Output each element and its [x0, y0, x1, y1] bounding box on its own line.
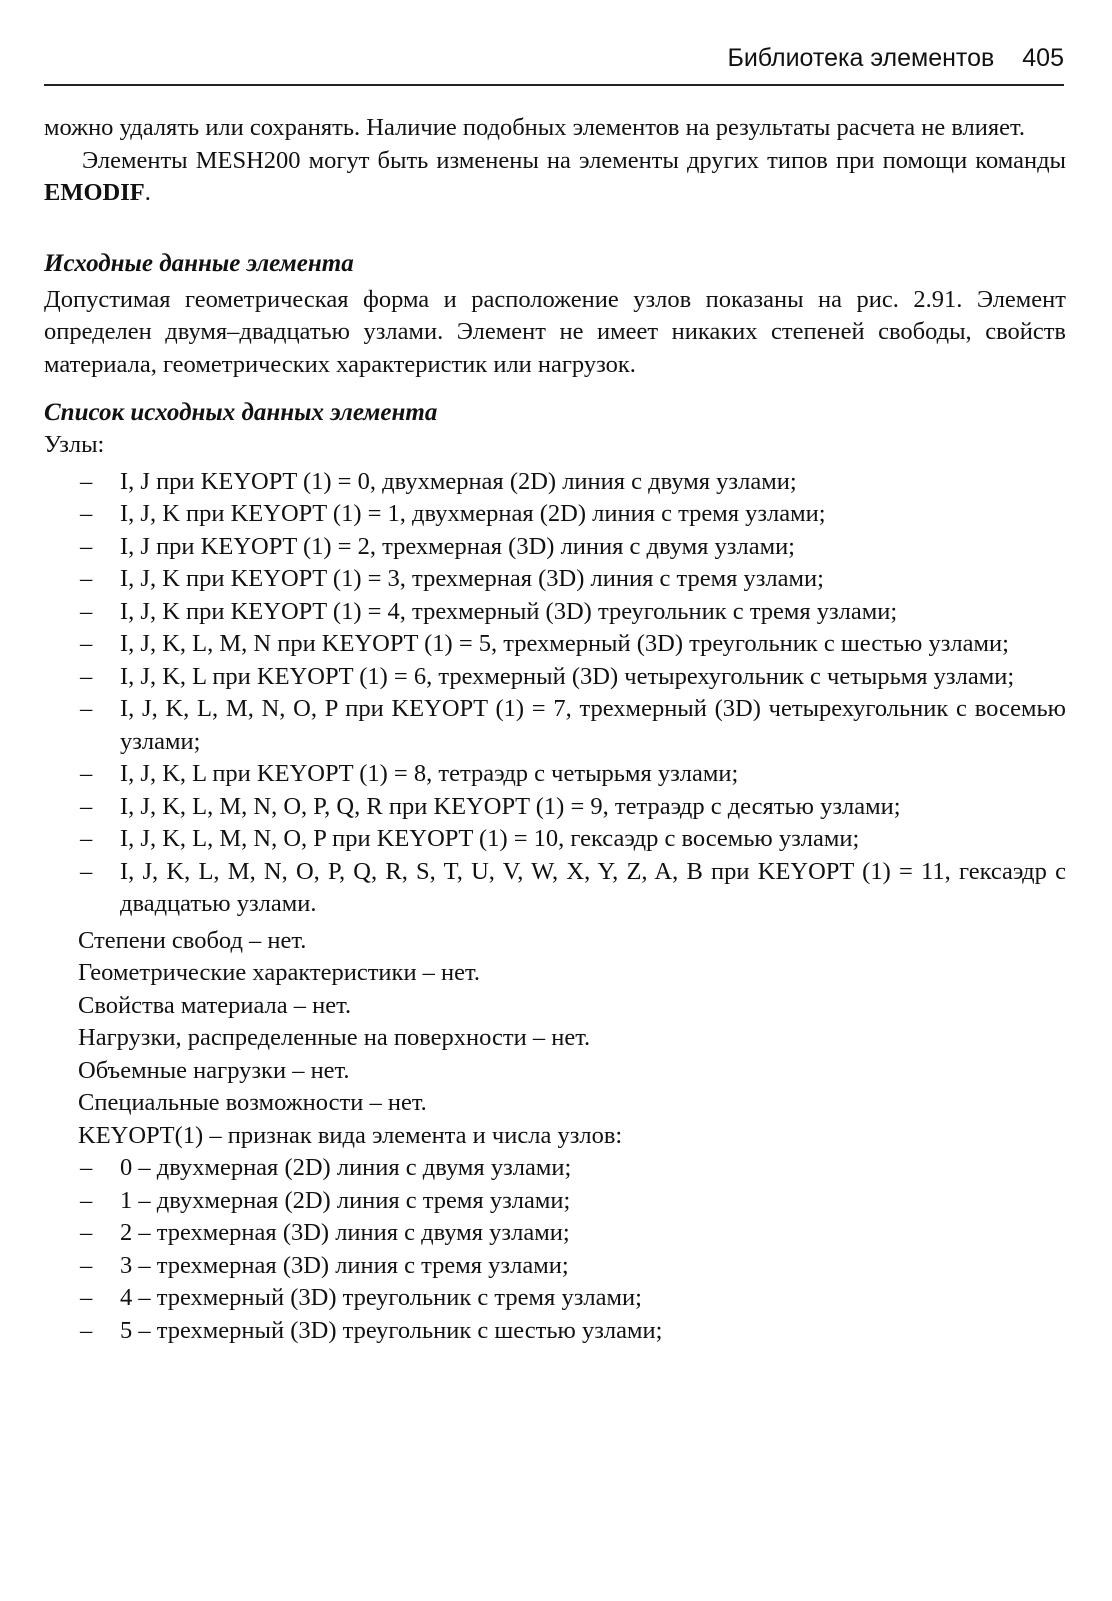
list-item: – I, J, K, L, M, N, O, P при KEYOPT (1) = 10, гексаэдр с восемью узлами; — [44, 823, 1066, 856]
paragraph-continuation: можно удалять или сохранять. Наличие подобных элементов на результаты расчета не влияет. — [44, 114, 1026, 141]
property-line: KEYOPT(1) – признак вида элемента и числа узлов: — [78, 1121, 623, 1149]
list-item: – 5 – трехмерный (3D) треугольник с шестью узлами; — [44, 1315, 1066, 1348]
list-item: – I, J, K, L, M, N, O, P при KEYOPT (1) = 7, трехмерный (3D) четырехугольник с восемью узлами; — [44, 693, 1066, 758]
paragraph-emodif-text: Элементы MESH200 могут быть изменены на элементы других типов при помощи команды — [82, 146, 1066, 174]
heading-input-data: Исходные данные элемента — [44, 249, 354, 277]
property-line: Специальные возможности – нет. — [78, 1089, 427, 1116]
keyopt-values-list — [44, 1152, 1066, 1347]
list-item: – I, J, K при KEYOPT (1) = 4, трехмерный (3D) треугольник с тремя узлами; — [44, 596, 1066, 629]
paragraph-emodif-end: . — [144, 179, 151, 206]
list-item: – I, J, K, L, M, N, O, P, Q, R при KEYOPT (1) = 9, тетраэдр с десятью узлами; — [44, 791, 1066, 824]
property-line: Объемные нагрузки – нет. — [78, 1056, 350, 1084]
paragraph-emodif — [44, 145, 1066, 210]
list-item: – 0 – двухмерная (2D) линия с двумя узлами; — [44, 1152, 1066, 1185]
property-line: Геометрические характеристики – нет. — [78, 959, 481, 986]
section-title: Библиотека элементов — [727, 44, 995, 72]
page-content — [44, 112, 1066, 1347]
list-item: – I, J, K, L при KEYOPT (1) = 6, трехмерный (3D) четырехугольник с четырьмя узлами; — [44, 661, 1066, 694]
list-item: – 3 – трехмерная (3D) линия с тремя узлами; — [44, 1250, 1066, 1283]
running-header — [44, 40, 1064, 86]
list-item: – I, J, K, L при KEYOPT (1) = 8, тетраэдр с четырьмя узлами; — [44, 758, 1066, 791]
nodes-label: Узлы: — [44, 431, 105, 458]
list-item: – I, J при KEYOPT (1) = 0, двухмерная (2D) линия с двумя узлами; — [44, 466, 1066, 499]
paragraph-input-data: Допустимая геометрическая форма и расположение узлов показаны на рис. 2.91. Элемент определен двумя–двадцатью узлами. Элемент не имеет никаких степеней свободы, свойств материала, геометрических характеристик или нагрузок. — [44, 285, 1066, 378]
page-number: 405 — [1022, 44, 1064, 72]
properties-block — [44, 925, 1066, 1153]
list-item: – I, J, K при KEYOPT (1) = 1, двухмерная (2D) линия с тремя узлами; — [44, 498, 1066, 531]
property-line: Нагрузки, распределенные на поверхности – нет. — [78, 1024, 591, 1051]
list-item: – 2 – трехмерная (3D) линия с двумя узлами; — [44, 1217, 1066, 1250]
list-item: – I, J, K, L, M, N, O, P, Q, R, S, T, U, V, W, X, Y, Z, A, B при KEYOPT (1) = 11, гексаэдр с двадцатью узлами. — [44, 856, 1066, 921]
property-line: Степени свобод – нет. — [78, 926, 307, 954]
property-line: Свойства материала – нет. — [78, 991, 352, 1019]
heading-input-list: Список исходных данных элемента — [44, 399, 438, 426]
list-item: – 1 – двухмерная (2D) линия с тремя узлами; — [44, 1185, 1066, 1218]
nodes-list — [44, 466, 1066, 921]
emodif-command: EMODIF — [44, 179, 145, 206]
list-item: – I, J при KEYOPT (1) = 2, трехмерная (3D) линия с двумя узлами; — [44, 531, 1066, 564]
list-item: – I, J, K при KEYOPT (1) = 3, трехмерная (3D) линия с тремя узлами; — [44, 563, 1066, 596]
list-item: – 4 – трехмерный (3D) треугольник с тремя узлами; — [44, 1282, 1066, 1315]
list-item: – I, J, K, L, M, N при KEYOPT (1) = 5, трехмерный (3D) треугольник с шестью узлами; — [44, 628, 1066, 661]
